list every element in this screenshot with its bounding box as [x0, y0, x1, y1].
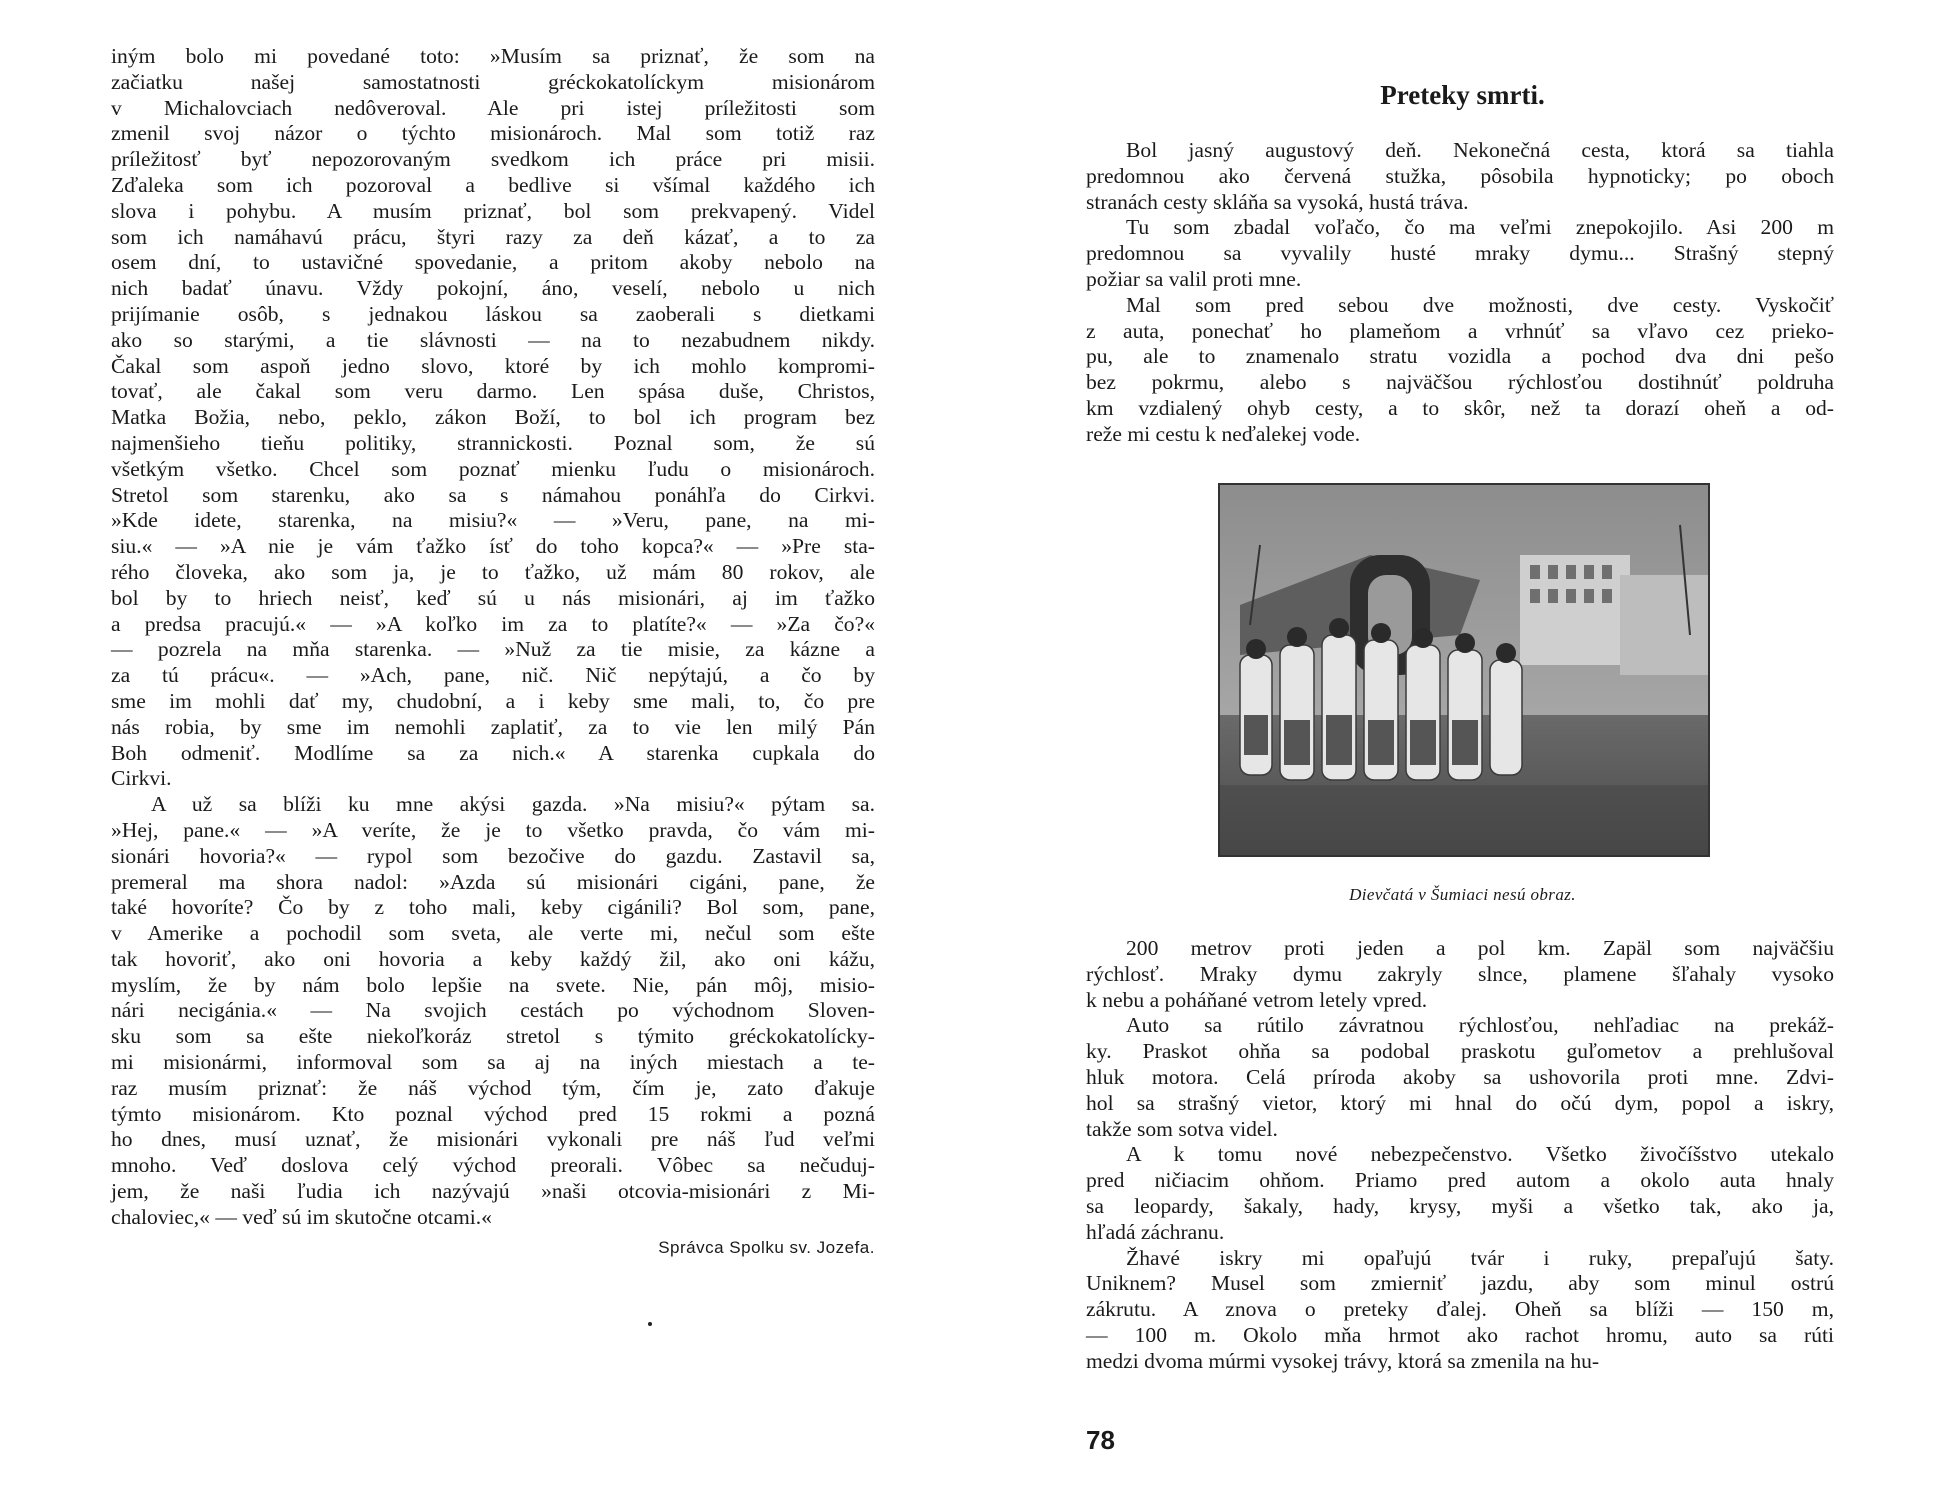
- text-line: — 100 m. Okolo mňa hrmot ako rachot hromu, auto sa rúti: [1086, 1322, 1834, 1347]
- text-line: tak hovoriť, ako oni hovoria a keby každý žil, ako oni kážu,: [111, 946, 875, 971]
- text-line: hol sa strašný vietor, ktorý mi hnal do očú dym, popol a iskry,: [1086, 1090, 1834, 1115]
- text-line: A k tomu nové nebezpečenstvo. Všetko živočíšstvo utekalo: [1126, 1142, 1834, 1167]
- text-line: Žhavé iskry mi opaľujú tvár i ruky, prepaľujú šaty.: [1126, 1245, 1834, 1270]
- text-line: mnoho. Veď doslova celý východ preorali. Vôbec sa nečuduj-: [111, 1153, 875, 1178]
- left-page-text: [111, 44, 875, 1260]
- text-line: také hovoríte? Čo by z toho mali, keby cigánili? Bol som, pane,: [111, 895, 875, 920]
- text-line: pred ničiacim ohňom. Priamo pred autom a okolo auta hnaly: [1086, 1168, 1834, 1193]
- text-line: som ich namáhavú prácu, štyri razy za deň kázať, a to za: [111, 224, 875, 249]
- text-line: hluk motora. Celá príroda akoby sa ushovorila proti mne. Zdvi-: [1086, 1064, 1834, 1089]
- text-line: bez pokrmu, alebo s najväčšou rýchlosťou dostihnúť poldruha: [1086, 370, 1834, 395]
- text-line: sionári hovoria?« — rypol som bezočive do gazdu. Zastavil sa,: [111, 843, 875, 868]
- signature: Správca Spolku sv. Jozefa.: [658, 1237, 875, 1257]
- text-line: najmenšieho tieňu politiky, strannickosti. Poznal som, že sú: [111, 430, 875, 455]
- text-line: požiar sa valil proti mne.: [1086, 266, 1302, 291]
- text-line: jem, že naši ľudia ich nazývajú »naši otcovia-misionári z Mi-: [111, 1179, 875, 1204]
- text-line: za tú prácu«. — »Ach, pane, nič. Nič nepýtajú, a čo by: [111, 663, 875, 688]
- text-line: zákrutu. A znova o preteky ďalej. Oheň sa blíži — 150 m,: [1086, 1297, 1834, 1322]
- text-line: sku som sa ešte niekoľkoráz stretol s týmito gréckokatolícky-: [111, 1024, 875, 1049]
- text-line: ako so starými, a tie slávnosti — na to nezabudnem nikdy.: [111, 327, 875, 352]
- text-line: zmenil svoj názor o týchto misionároch. Mal som totiž raz: [111, 121, 875, 146]
- text-line: začiatku našej samostatnosti gréckokatolíckym misionárom: [111, 69, 875, 94]
- text-line: reže mi cestu k neďalekej vode.: [1086, 421, 1361, 446]
- text-line: príležitosť byť nepozorovaným svedkom ich práce pri misii.: [111, 147, 875, 172]
- text-line: predomnou sa vyvalily husté mraky dymu... Strašný stepný: [1086, 241, 1834, 266]
- text-line: takže som sotva videl.: [1086, 1116, 1278, 1141]
- right-page: [975, 0, 1950, 1500]
- text-line: mi misionármi, informoval som sa aj na iných miestach a te-: [111, 1050, 875, 1075]
- text-line: A už sa blíži ku mne akýsi gazda. »Na misiu?« pýtam sa.: [151, 792, 875, 817]
- text-line: Matka Božia, nebo, peklo, zákon Boží, to bol ich program bez: [111, 405, 875, 430]
- text-line: k nebu a poháňané vetrom letely vpred.: [1086, 987, 1428, 1012]
- text-line: pu, ale to znamenalo stratu vozidla a pochod dva dni pešo: [1086, 344, 1834, 369]
- text-line: rýchlosť. Mraky dymu zakryly slnce, plamene šľahaly vysoko: [1086, 961, 1834, 986]
- text-line: nás robia, by sme im nemohli zaplatiť, za to vie len milý Pán: [111, 714, 875, 739]
- text-line: siu.« — »A nie je vám ťažko ísť do toho kopca?« — »Pre sta-: [111, 534, 875, 559]
- page-number: 78: [1086, 1425, 1115, 1455]
- text-line: Cirkvi.: [111, 766, 172, 791]
- text-line: prijímanie osôb, s jednakou láskou sa zaoberali s dietkami: [111, 301, 875, 326]
- text-line: Boh odmeniť. Modlíme sa za nich.« A starenka cupkala do: [111, 740, 875, 765]
- text-line: premeral ma shora nadol: »Azda sú misionári cigáni, pane, že: [111, 869, 875, 894]
- text-line: v Amerike a pochodil som sveta, ale verte mi, nečul som ešte: [111, 921, 875, 946]
- photo-procession: [1218, 483, 1710, 857]
- text-line: medzi dvoma múrmi vysokej trávy, ktorá sa zmenila na hu-: [1086, 1348, 1600, 1373]
- text-line: nich badať únavu. Vždy pokojní, áno, veselí, nebolo u nich: [111, 276, 875, 301]
- text-line: v Michalovciach nedôveroval. Ale pri istej príležitosti som: [111, 95, 875, 120]
- text-line: »Hej, pane.« — »A veríte, že je to všetko pravda, čo vám mi-: [111, 817, 875, 842]
- text-line: Stretol som starenku, ako sa s námahou ponáhľa do Cirkvi.: [111, 482, 875, 507]
- text-line: iným bolo mi povedané toto: »Musím sa priznať, že som na: [111, 44, 875, 68]
- text-line: ho dnes, musí uznať, že misionári vykonali pre náš ľud veľmi: [111, 1127, 875, 1152]
- text-line: Bol jasný augustový deň. Nekonečná cesta, ktorá sa tiahla: [1126, 138, 1834, 162]
- text-line: myslím, že by nám bolo lepšie na svete. Nie, pán môj, misio-: [111, 972, 875, 997]
- text-line: rého človeka, ako som ja, je to ťažko, už mám 80 rokov, ale: [111, 559, 875, 584]
- text-line: sme im mohli dať my, chudobní, a i keby sme mali, to, čo pre: [111, 688, 875, 713]
- article-text-top: [1086, 138, 1834, 448]
- text-line: raz musím priznať: že náš východ tým, čím je, zato ďakuje: [111, 1075, 875, 1100]
- photo-caption: Dievčatá v Šumiaci nesú obraz.: [1349, 885, 1576, 904]
- text-line: hľadá záchranu.: [1086, 1219, 1225, 1244]
- text-line: 200 metrov proti jeden a pol km. Zapäl som najväčšiu: [1126, 936, 1834, 960]
- text-line: Uniknem? Musel som zmierniť jazdu, aby som minul ostrú: [1086, 1271, 1834, 1296]
- text-line: nári necigánia.« — Na svojich cestách po východnom Sloven-: [111, 998, 875, 1023]
- text-line: km vzdialený ohyb cesty, a to skôr, než ta dorazí oheň a od-: [1086, 395, 1834, 420]
- text-line: slova i pohybu. A musím priznať, bol som prekvapený. Videl: [111, 198, 875, 223]
- text-line: »Kde idete, starenka, na misiu?« — »Veru, pane, na mi-: [111, 508, 875, 533]
- text-line: Tu som zbadal voľačo, čo ma veľmi znepokojilo. Asi 200 m: [1126, 215, 1834, 240]
- text-line: osem dní, to ustavičné spovedanie, a pritom akoby nebolo na: [111, 250, 875, 275]
- ornament-dot: [648, 1322, 652, 1326]
- text-line: a predsa pracujú.« — »A koľko im za to platíte?« — »Za čo?«: [111, 611, 875, 636]
- text-line: týmto misionárom. Kto poznal východ pred 15 rokmi a pozná: [111, 1101, 875, 1126]
- text-line: Auto sa rútilo závratnou rýchlosťou, nehľadiac na prekáž-: [1126, 1013, 1834, 1038]
- text-line: všetkým všetko. Chcel som poznať mienku ľudu o misionároch.: [111, 456, 875, 481]
- text-line: tovať, ale čakal som veru darmo. Len spása duše, Christos,: [111, 379, 875, 404]
- article-text-bottom: [1086, 936, 1834, 1375]
- text-line: Mal som pred sebou dve možnosti, dve cesty. Vyskočiť: [1126, 292, 1834, 317]
- text-line: z auta, ponechať ho plameňom a vrhnúť sa vľavo cez prieko-: [1086, 318, 1834, 343]
- text-line: Čakal som aspoň jedno slovo, ktoré by ich mohlo kompromi-: [111, 353, 875, 378]
- text-line: stranách cesty skláňa sa vysoká, hustá tráva.: [1086, 189, 1469, 214]
- text-line: bol by to hriech neisť, keď sú u nás misionári, aj im ťažko: [111, 585, 875, 610]
- text-line: sa leopardy, šakaly, hady, krysy, myši a všetko tak, ako ja,: [1086, 1193, 1834, 1218]
- text-line: — pozrela na mňa starenka. — »Nuž za tie misie, za kázne a: [111, 637, 875, 662]
- article-heading: Preteky smrti.: [1380, 80, 1545, 110]
- text-line: Zďaleka som ich pozoroval a bedlive si všímal každého ich: [111, 172, 875, 197]
- text-line: chaloviec,« — veď sú im skutočne otcami.«: [111, 1204, 492, 1229]
- text-line: predomnou ako červená stužka, pôsobila hypnoticky; po oboch: [1086, 163, 1834, 188]
- text-line: ky. Praskot ohňa sa podobal praskotu guľometov a prehlušoval: [1086, 1039, 1834, 1064]
